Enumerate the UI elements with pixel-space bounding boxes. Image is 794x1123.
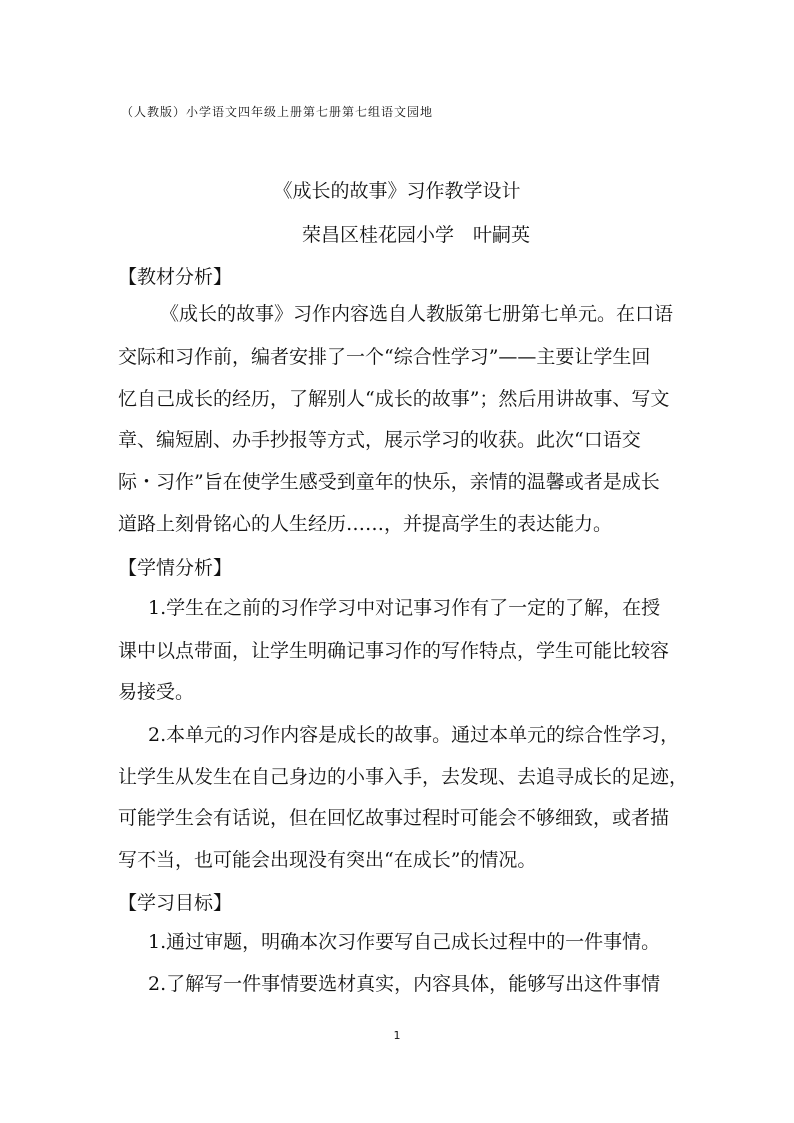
document-header: （人教版）小学语文四年级上册第七册第七组语文园地 bbox=[121, 105, 434, 119]
paragraph-line: 1.通过审题，明确本次习作要写自己成长过程中的一件事情。 bbox=[148, 931, 661, 953]
paragraph-line: 2.本单元的习作内容是成长的故事。通过本单元的综合性学习， bbox=[148, 724, 680, 746]
paragraph-line: 1.学生在之前的习作学习中对记事习作有了一定的了解，在授 bbox=[148, 597, 661, 619]
paragraph-line: 2.了解写一件事情要选材真实，内容具体，能够写出这件事情 bbox=[148, 973, 661, 995]
paragraph-line: 章、编短剧、办手抄报等方式，展示学习的收获。此次“口语交 bbox=[118, 429, 641, 451]
section-heading-textbook-analysis: 【教材分析】 bbox=[118, 266, 233, 288]
document-title: 《成长的故事》习作教学设计 bbox=[273, 180, 521, 202]
paragraph-line: 可能学生会有话说，但在回忆故事过程时可能会不够细致，或者描 bbox=[118, 807, 670, 829]
paragraph-line: 易接受。 bbox=[118, 681, 195, 703]
paragraph-line: 让学生从发生在自己身边的小事入手，去发现、去追寻成长的足迹， bbox=[118, 766, 689, 788]
page-number: 1 bbox=[393, 1029, 401, 1042]
paragraph-line: 写不当，也可能会出现没有突出“在成长”的情况。 bbox=[118, 849, 537, 871]
paragraph-line: 交际和习作前，编者安排了一个“综合性学习”——主要让学生回 bbox=[118, 346, 651, 368]
paragraph-line: 道路上刻骨铭心的人生经历……，并提高学生的表达能力。 bbox=[118, 513, 613, 535]
section-heading-learning-objectives: 【学习目标】 bbox=[118, 892, 233, 914]
author-line: 荣昌区桂花园小学 叶嗣英 bbox=[302, 224, 531, 246]
paragraph-line: 际・习作”旨在使学生感受到童年的快乐，亲情的温馨或者是成长 bbox=[118, 471, 660, 493]
paragraph-line: 《成长的故事》习作内容选自人教版第七册第七单元。在口语 bbox=[160, 303, 674, 325]
section-heading-learner-analysis: 【学情分析】 bbox=[118, 557, 233, 579]
paragraph-line: 忆自己成长的经历，了解别人“成长的故事”；然后用讲故事、写文 bbox=[118, 388, 670, 410]
paragraph-line: 课中以点带面，让学生明确记事习作的写作特点，学生可能比较容 bbox=[118, 640, 670, 662]
